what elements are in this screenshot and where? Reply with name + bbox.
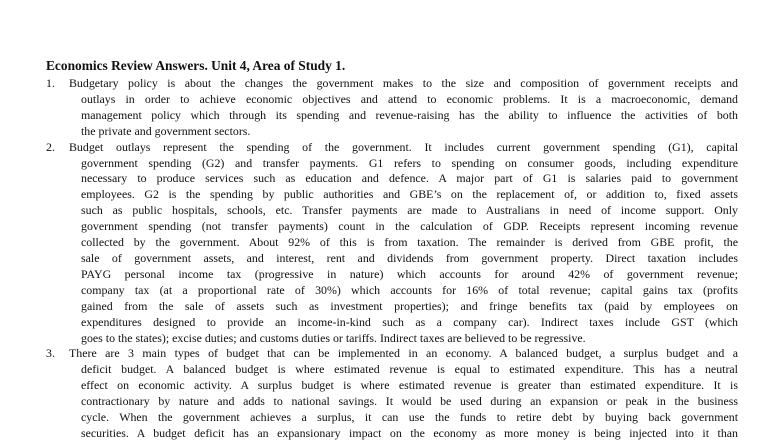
paragraph-line: PAYG personal income tax (progressive in nature) which accounts for around 42% of government revenue; [81,266,738,281]
answer-list [0,76,784,441]
paragraph-line: outlays in order to achieve economic objectives and attend to economic problems. It is a macroeconomic, demand [81,91,738,106]
paragraph-line: securities. A budget deficit has an expansionary impact on the economy as more money is being injected into it than [81,425,738,440]
paragraph-line: effect on economic activity. A surplus budget is where estimated revenue is greater than estimated expenditure. It is [81,378,738,393]
paragraph-line: sale of government assets, and interest, rent and dividends from government property. Direct taxation includes [81,250,738,265]
list-item [46,346,738,441]
paragraph-line: employees. G2 is the spending by public authorities and GBE’s on the replacement of, or addition to, fixed assets [81,187,738,202]
paragraph-line: Budget outlays represent the spending of the government. It includes current government spending (G1), capital [69,139,738,154]
list-item [46,139,738,347]
list-item-number: 3. [46,346,55,361]
list-item-number: 1. [46,76,55,90]
paragraph-line: necessary to produce services such as education and defence. A major part of G1 is salaries paid to government [81,171,738,186]
paragraph-line: government spending (G2) and transfer payments. G1 refers to spending on consumer goods, including expenditure [81,155,738,170]
paragraph-line: expenditures designed to provide an income-in-kind such as a company car). Indirect taxes include GST (which [81,314,738,329]
list-item [46,76,738,140]
paragraph-line: collected by the government. About 92% of this is from taxation. The remainder is derived from GBE profit, the [81,235,738,250]
paragraph-line: company tax (at a proportional rate of 30%) which accounts for 16% of total revenue; capital gains tax (profits [81,282,738,297]
paragraph-line: Budgetary policy is about the changes the government makes to the size and composition of government receipts and [69,76,738,90]
paragraph-line: such as public hospitals, schools, etc. Transfer payments are made to Australians in need of income support. Only [81,203,738,218]
paragraph-line: There are 3 main types of budget that can be implemented in an economy. A balanced budget, a surplus budget and a [69,346,738,361]
paragraph-line: government spending (not transfer payments) count in the calculation of GDP. Receipts represent incoming revenue [81,219,738,234]
paragraph-line: the private and government sectors. [81,123,251,138]
document-title: Economics Review Answers. Unit 4, Area of Study 1. [46,58,346,73]
paragraph-line: deficit budget. A balanced budget is where estimated revenue is equal to estimated expenditure. This has a neutral [81,362,738,377]
paragraph-line: cycle. When the government achieves a surplus, it can use the funds to retire debt by buying back government [81,410,738,425]
paragraph-line: contractionary by nature and adds to national savings. It would be used during an expansion or peak in the business [81,394,738,409]
list-item-number: 2. [46,139,55,154]
paragraph-line: goes to the states); excise duties; and customs duties or tariffs. Indirect taxes are believed to be regressive. [81,330,586,345]
paragraph-line: gained from the sale of assets such as investment properties); and fringe benefits tax (paid by employees on [81,298,738,313]
paragraph-line: management policy which through its spending and revenue-raising has the ability to influence the activities of both [81,107,738,122]
